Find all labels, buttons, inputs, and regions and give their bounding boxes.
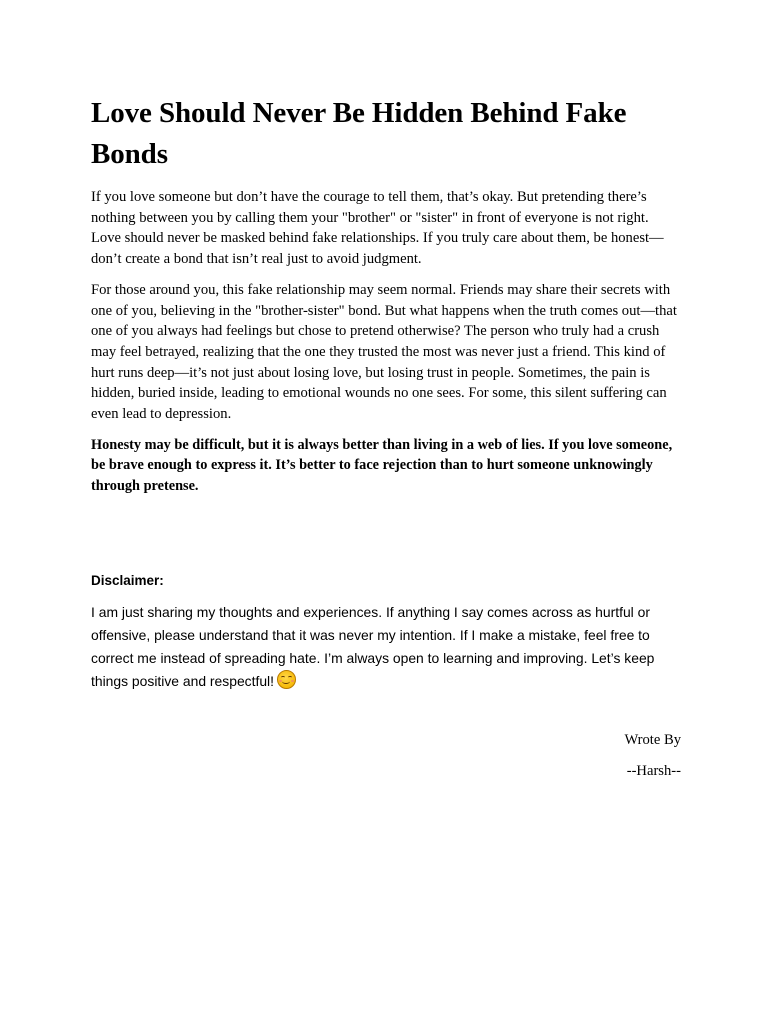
paragraph-2: For those around you, this fake relationship may seem normal. Friends may share their secrets with one of you, believing in the "brother-sister" bond. But what happens when the truth comes out—that one of you always had feelings but chose to pretend otherwise? The person who truly had a crush may feel betrayed, realizing that the one they trusted the most was never just a friend. This kind of hurt runs deep—it’s not just about losing love, but losing trust in people. Sometimes, the pain is hidden, buried inside, leading to emotional wounds no one sees. For some, this silent suffering can even lead to depression.	[91, 281, 677, 423]
document-title: Love Should Never Be Hidden Behind Fake Bonds	[91, 97, 627, 170]
paragraph-1: If you love someone but don’t have the courage to tell them, that’s okay. But pretending there’s nothing between you by calling them your "brother" or "sister" in front of everyone is not right. Love should never be masked behind fake relationships. If you truly care about them, be honest—don’t create a bond that isn’t real just to avoid judgment.	[91, 189, 664, 268]
smiling-face-icon	[277, 670, 296, 689]
disclaimer-body: I am just sharing my thoughts and experiences. If anything I say comes across as hurtful or offensive, please understand that it was never my intention. If I make a mistake, feel free to correct me instead of spreading hate. I’m always open to learning and improving. Let’s keep things positive and respectful!	[91, 603, 655, 689]
signature-author: --Harsh--	[626, 763, 681, 779]
document-page	[91, 93, 681, 779]
closing-paragraph: Honesty may be difficult, but it is always better than living in a web of lies. If you love someone, be brave enough to express it. It’s better to face rejection than to hurt someone unknowingly through pretense.	[91, 436, 673, 495]
disclaimer-heading: Disclaimer:	[91, 572, 164, 588]
disclaimer-text	[91, 601, 681, 693]
signature-label: Wrote By	[624, 732, 681, 748]
